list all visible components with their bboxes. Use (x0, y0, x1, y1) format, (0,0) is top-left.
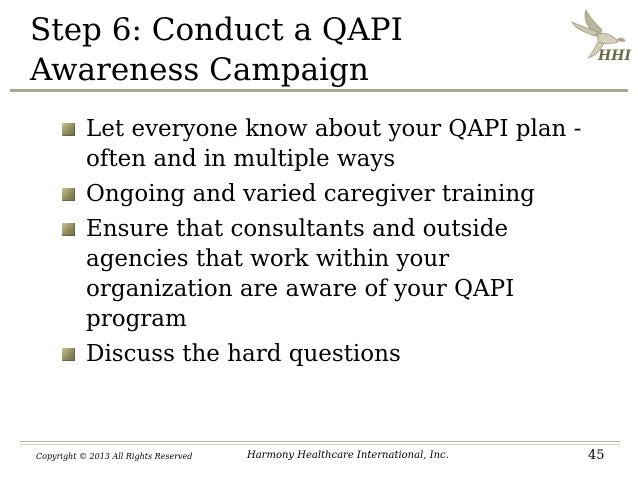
footer-divider (20, 441, 620, 442)
title-divider (10, 89, 628, 92)
list-item (62, 114, 582, 174)
title-line-2: Awareness Campaign (30, 52, 369, 88)
list-item (62, 214, 582, 334)
list-item (62, 179, 582, 209)
bullet-text: Ongoing and varied caregiver training (86, 181, 535, 207)
slide-title (30, 10, 560, 90)
square-bullet-icon (62, 223, 75, 236)
hhi-dove-logo (568, 8, 632, 68)
bullet-text: Ensure that consultants and outside agencies that work within your organization are aware of your QAPI program (86, 216, 515, 332)
bullet-text: Let everyone know about your QAPI plan - often and in multiple ways (86, 116, 582, 172)
square-bullet-icon (62, 123, 75, 136)
footer-divider-secondary (20, 444, 620, 445)
square-bullet-icon (62, 188, 75, 201)
company-name: Harmony Healthcare International, Inc. (247, 450, 449, 461)
logo-text: HHI (598, 48, 632, 64)
list-item (62, 339, 582, 369)
copyright-notice: Copyright © 2013 All Rights Reserved (36, 452, 193, 461)
square-bullet-icon (62, 348, 75, 361)
bullet-list (62, 114, 582, 374)
bullet-text: Discuss the hard questions (86, 341, 401, 367)
page-number: 45 (588, 448, 605, 463)
title-line-1: Step 6: Conduct a QAPI (30, 12, 403, 48)
